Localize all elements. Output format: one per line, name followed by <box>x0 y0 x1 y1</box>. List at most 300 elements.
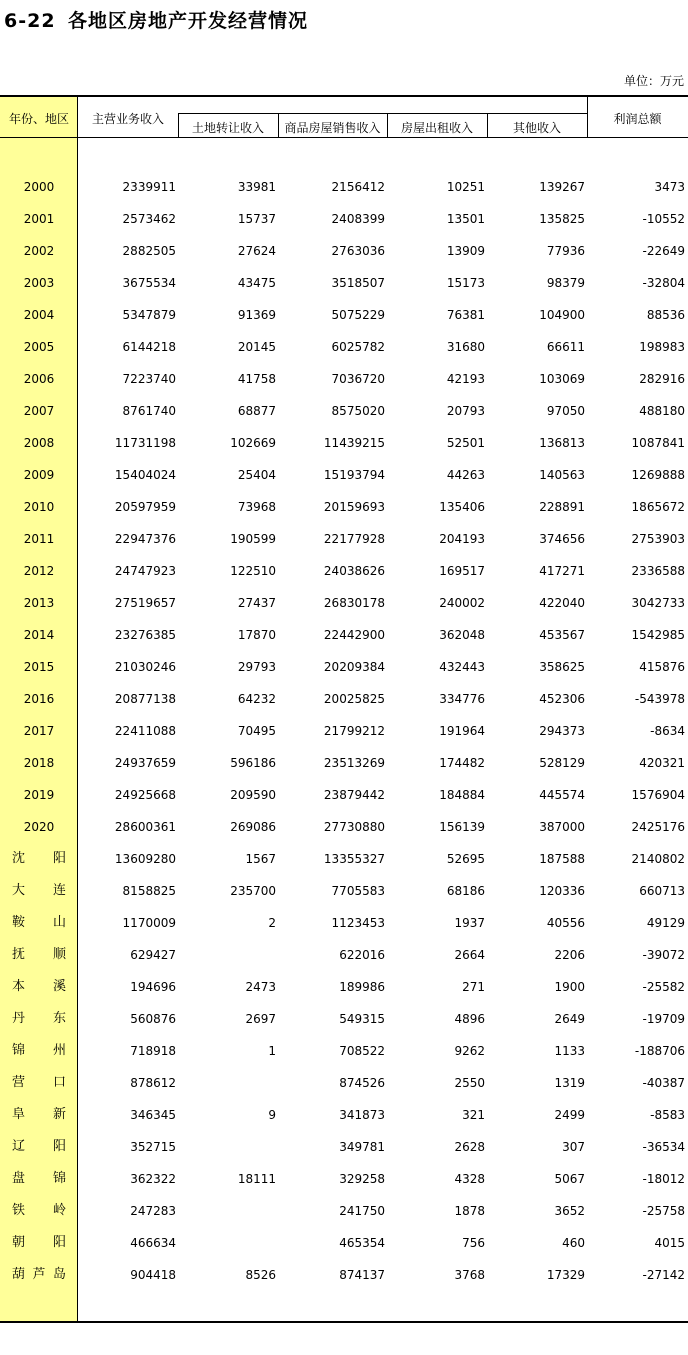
table-row-city <box>0 1099 688 1131</box>
table-row-year <box>0 331 688 363</box>
cell-rental-revenue: 321 <box>462 1108 485 1122</box>
cell-main-revenue: 2339911 <box>122 180 176 194</box>
cell-rental-revenue: 204193 <box>439 532 485 546</box>
cell-rental-revenue: 432443 <box>439 660 485 674</box>
city-label-char: 丹 <box>12 1011 26 1026</box>
city-label <box>0 1035 78 1067</box>
cell-housing-sales: 11439215 <box>323 436 385 450</box>
cell-housing-sales: 20159693 <box>323 500 385 514</box>
cell-other-revenue: 374656 <box>539 532 585 546</box>
cell-housing-sales: 22177928 <box>323 532 385 546</box>
cell-land-revenue: 190599 <box>230 532 276 546</box>
cell-total-profit: -40387 <box>642 1076 685 1090</box>
city-label <box>0 1227 78 1259</box>
city-label-char: 阜 <box>12 1107 26 1122</box>
cell-main-revenue: 247283 <box>130 1204 176 1218</box>
cell-total-profit: 415876 <box>639 660 685 674</box>
cell-land-revenue: 1 <box>268 1044 276 1058</box>
cell-other-revenue: 2206 <box>554 948 585 962</box>
cell-total-profit: 198983 <box>639 340 685 354</box>
cell-total-profit: -188706 <box>634 1044 685 1058</box>
cell-other-revenue: 2499 <box>554 1108 585 1122</box>
cell-main-revenue: 28600361 <box>114 820 176 834</box>
cell-housing-sales: 6025782 <box>331 340 385 354</box>
top-rule <box>0 95 688 97</box>
cell-housing-sales: 189986 <box>339 980 385 994</box>
cell-rental-revenue: 156139 <box>439 820 485 834</box>
cell-rental-revenue: 3768 <box>454 1268 485 1282</box>
cell-housing-sales: 20025825 <box>323 692 385 706</box>
cell-main-revenue: 346345 <box>130 1108 176 1122</box>
city-label-char: 阳 <box>52 851 66 866</box>
year-label: 2003 <box>23 276 55 290</box>
cell-land-revenue: 2 <box>268 916 276 930</box>
cell-land-revenue: 122510 <box>230 564 276 578</box>
cell-main-revenue: 2573462 <box>122 212 176 226</box>
cell-main-revenue: 352715 <box>130 1140 176 1154</box>
table-row-year <box>0 555 688 587</box>
cell-land-revenue: 102669 <box>230 436 276 450</box>
table-row-city <box>0 1131 688 1163</box>
city-label-char: 溪 <box>52 979 66 994</box>
city-label-char: 盘 <box>12 1171 26 1186</box>
cell-housing-sales: 329258 <box>339 1172 385 1186</box>
header-region: 年份、地区 <box>8 112 69 126</box>
cell-other-revenue: 40556 <box>546 916 585 930</box>
cell-other-revenue: 66611 <box>546 340 585 354</box>
year-label: 2005 <box>23 340 55 354</box>
cell-main-revenue: 15404024 <box>114 468 176 482</box>
city-label-char: 岭 <box>52 1203 66 1218</box>
cell-main-revenue: 22947376 <box>114 532 176 546</box>
cell-rental-revenue: 184884 <box>439 788 485 802</box>
cell-rental-revenue: 334776 <box>439 692 485 706</box>
year-label: 2018 <box>23 756 55 770</box>
cell-main-revenue: 24937659 <box>114 756 176 770</box>
cell-rental-revenue: 31680 <box>446 340 485 354</box>
year-label: 2009 <box>23 468 55 482</box>
cell-total-profit: 1269888 <box>631 468 685 482</box>
year-label: 2010 <box>23 500 55 514</box>
cell-rental-revenue: 169517 <box>439 564 485 578</box>
cell-other-revenue: 187588 <box>539 852 585 866</box>
year-label: 2014 <box>23 628 55 642</box>
cell-total-profit: 488180 <box>639 404 685 418</box>
cell-total-profit: 4015 <box>654 1236 685 1250</box>
cell-rental-revenue: 2550 <box>454 1076 485 1090</box>
cell-land-revenue: 596186 <box>230 756 276 770</box>
cell-land-revenue: 70495 <box>237 724 276 738</box>
cell-housing-sales: 708522 <box>339 1044 385 1058</box>
cell-total-profit: -32804 <box>642 276 685 290</box>
cell-housing-sales: 20209384 <box>323 660 385 674</box>
table-row-year <box>0 395 688 427</box>
table-title: 各地区房地产开发经营情况 <box>68 10 309 32</box>
cell-housing-sales: 622016 <box>339 948 385 962</box>
cell-main-revenue: 3675534 <box>122 276 176 290</box>
cell-total-profit: 1576904 <box>631 788 685 802</box>
cell-land-revenue: 20145 <box>237 340 276 354</box>
cell-rental-revenue: 1878 <box>454 1204 485 1218</box>
table-row-city <box>0 939 688 971</box>
table-row-year <box>0 171 688 203</box>
table-row-city <box>0 907 688 939</box>
header-divider <box>178 113 587 114</box>
table-row-year <box>0 267 688 299</box>
cell-housing-sales: 7036720 <box>331 372 385 386</box>
cell-land-revenue: 43475 <box>237 276 276 290</box>
cell-main-revenue: 11731198 <box>114 436 176 450</box>
cell-total-profit: 88536 <box>646 308 685 322</box>
cell-housing-sales: 8575020 <box>331 404 385 418</box>
city-label-char: 芦 <box>32 1267 46 1282</box>
cell-rental-revenue: 2664 <box>454 948 485 962</box>
cell-total-profit: -8583 <box>650 1108 685 1122</box>
table-row-year <box>0 491 688 523</box>
cell-other-revenue: 2649 <box>554 1012 585 1026</box>
cell-rental-revenue: 4328 <box>454 1172 485 1186</box>
cell-rental-revenue: 135406 <box>439 500 485 514</box>
year-label: 2013 <box>23 596 55 610</box>
cell-total-profit: -25582 <box>642 980 685 994</box>
table-row-city <box>0 971 688 1003</box>
cell-rental-revenue: 1937 <box>454 916 485 930</box>
table-row-year <box>0 747 688 779</box>
cell-land-revenue: 29793 <box>237 660 276 674</box>
cell-main-revenue: 24925668 <box>114 788 176 802</box>
city-label-char: 东 <box>52 1011 66 1026</box>
cell-main-revenue: 8158825 <box>122 884 176 898</box>
cell-main-revenue: 24747923 <box>114 564 176 578</box>
cell-rental-revenue: 15173 <box>446 276 485 290</box>
table-row-year <box>0 683 688 715</box>
cell-land-revenue: 8526 <box>245 1268 276 1282</box>
cell-other-revenue: 294373 <box>539 724 585 738</box>
cell-land-revenue: 27437 <box>237 596 276 610</box>
cell-main-revenue: 2882505 <box>122 244 176 258</box>
header-main-revenue: 主营业务收入 <box>91 112 164 126</box>
year-label: 2012 <box>23 564 55 578</box>
year-label: 2015 <box>23 660 55 674</box>
cell-main-revenue: 20597959 <box>114 500 176 514</box>
cell-land-revenue: 2697 <box>245 1012 276 1026</box>
cell-housing-sales: 5075229 <box>331 308 385 322</box>
city-label <box>0 1099 78 1131</box>
cell-land-revenue: 269086 <box>230 820 276 834</box>
cell-housing-sales: 465354 <box>339 1236 385 1250</box>
city-label-char: 州 <box>52 1043 66 1058</box>
cell-main-revenue: 5347879 <box>122 308 176 322</box>
cell-land-revenue: 18111 <box>237 1172 276 1186</box>
table-row-city <box>0 1067 688 1099</box>
cell-housing-sales: 13355327 <box>323 852 385 866</box>
cell-total-profit: 2425176 <box>631 820 685 834</box>
cell-other-revenue: 103069 <box>539 372 585 386</box>
cell-housing-sales: 21799212 <box>323 724 385 738</box>
table-row-year <box>0 523 688 555</box>
city-label-char: 本 <box>12 979 26 994</box>
cell-land-revenue: 25404 <box>237 468 276 482</box>
table-row-city <box>0 1195 688 1227</box>
year-label: 2011 <box>23 532 55 546</box>
table-row-year <box>0 715 688 747</box>
cell-total-profit: -39072 <box>642 948 685 962</box>
cell-main-revenue: 362322 <box>130 1172 176 1186</box>
cell-housing-sales: 349781 <box>339 1140 385 1154</box>
city-label-char: 连 <box>52 883 66 898</box>
cell-total-profit: -18012 <box>642 1172 685 1186</box>
cell-main-revenue: 718918 <box>130 1044 176 1058</box>
cell-housing-sales: 874137 <box>339 1268 385 1282</box>
table-row-year <box>0 203 688 235</box>
city-label-char: 山 <box>52 915 66 930</box>
year-label: 2002 <box>23 244 55 258</box>
city-label <box>0 1131 78 1163</box>
cell-housing-sales: 2408399 <box>331 212 385 226</box>
cell-main-revenue: 560876 <box>130 1012 176 1026</box>
cell-main-revenue: 6144218 <box>122 340 176 354</box>
cell-total-profit: 660713 <box>639 884 685 898</box>
cell-total-profit: -10552 <box>642 212 685 226</box>
cell-housing-sales: 26830178 <box>323 596 385 610</box>
cell-rental-revenue: 13501 <box>446 212 485 226</box>
cell-land-revenue: 41758 <box>237 372 276 386</box>
table-row-year <box>0 427 688 459</box>
cell-land-revenue: 73968 <box>237 500 276 514</box>
header-rule <box>0 137 688 138</box>
city-label-char: 鞍 <box>12 915 26 930</box>
cell-main-revenue: 904418 <box>130 1268 176 1282</box>
cell-rental-revenue: 240002 <box>439 596 485 610</box>
cell-total-profit: 2140802 <box>631 852 685 866</box>
table-row-city <box>0 843 688 875</box>
year-label: 2008 <box>23 436 55 450</box>
cell-housing-sales: 7705583 <box>331 884 385 898</box>
cell-main-revenue: 27519657 <box>114 596 176 610</box>
city-label <box>0 1003 78 1035</box>
cell-land-revenue: 15737 <box>237 212 276 226</box>
cell-housing-sales: 341873 <box>339 1108 385 1122</box>
year-label: 2019 <box>23 788 55 802</box>
cell-rental-revenue: 20793 <box>446 404 485 418</box>
city-label-char: 锦 <box>52 1171 66 1186</box>
cell-rental-revenue: 2628 <box>454 1140 485 1154</box>
cell-rental-revenue: 52501 <box>446 436 485 450</box>
cell-other-revenue: 528129 <box>539 756 585 770</box>
city-label <box>0 1259 78 1291</box>
city-label-char: 朝 <box>12 1235 26 1250</box>
cell-main-revenue: 1170009 <box>122 916 176 930</box>
cell-main-revenue: 194696 <box>130 980 176 994</box>
table-row-year <box>0 779 688 811</box>
cell-land-revenue: 1567 <box>245 852 276 866</box>
city-label-char: 营 <box>12 1075 26 1090</box>
cell-housing-sales: 3518507 <box>331 276 385 290</box>
header-total-profit: 利润总额 <box>613 112 662 126</box>
city-label-char: 阳 <box>52 1139 66 1154</box>
cell-other-revenue: 417271 <box>539 564 585 578</box>
cell-total-profit: 3473 <box>654 180 685 194</box>
table-row-city <box>0 1035 688 1067</box>
city-label-char: 阳 <box>52 1235 66 1250</box>
cell-total-profit: 1542985 <box>631 628 685 642</box>
table-row-year <box>0 235 688 267</box>
cell-housing-sales: 22442900 <box>323 628 385 642</box>
cell-total-profit: -22649 <box>642 244 685 258</box>
year-label: 2020 <box>23 820 55 834</box>
cell-land-revenue: 9 <box>268 1108 276 1122</box>
cell-rental-revenue: 756 <box>462 1236 485 1250</box>
cell-housing-sales: 23879442 <box>323 788 385 802</box>
bottom-rule <box>0 1321 688 1323</box>
table-row-year <box>0 651 688 683</box>
cell-rental-revenue: 52695 <box>446 852 485 866</box>
cell-other-revenue: 1319 <box>554 1076 585 1090</box>
cell-other-revenue: 17329 <box>546 1268 585 1282</box>
cell-main-revenue: 23276385 <box>114 628 176 642</box>
city-label-char: 口 <box>52 1075 66 1090</box>
city-label <box>0 971 78 1003</box>
year-label: 2016 <box>23 692 55 706</box>
cell-other-revenue: 307 <box>562 1140 585 1154</box>
table-row-year <box>0 811 688 843</box>
table-row-year <box>0 299 688 331</box>
cell-other-revenue: 422040 <box>539 596 585 610</box>
cell-rental-revenue: 362048 <box>439 628 485 642</box>
cell-rental-revenue: 13909 <box>446 244 485 258</box>
cell-housing-sales: 549315 <box>339 1012 385 1026</box>
cell-rental-revenue: 191964 <box>439 724 485 738</box>
cell-total-profit: 420321 <box>639 756 685 770</box>
cell-main-revenue: 13609280 <box>114 852 176 866</box>
cell-rental-revenue: 42193 <box>446 372 485 386</box>
cell-main-revenue: 20877138 <box>114 692 176 706</box>
year-label: 2006 <box>23 372 55 386</box>
table-row-city <box>0 1227 688 1259</box>
city-label <box>0 1067 78 1099</box>
cell-housing-sales: 2156412 <box>331 180 385 194</box>
cell-other-revenue: 135825 <box>539 212 585 226</box>
city-label-char: 葫 <box>12 1267 26 1282</box>
cell-land-revenue: 64232 <box>237 692 276 706</box>
cell-housing-sales: 874526 <box>339 1076 385 1090</box>
table-row-city <box>0 1003 688 1035</box>
city-label-char: 辽 <box>12 1139 26 1154</box>
year-label: 2000 <box>23 180 55 194</box>
cell-rental-revenue: 271 <box>462 980 485 994</box>
cell-main-revenue: 878612 <box>130 1076 176 1090</box>
cell-other-revenue: 358625 <box>539 660 585 674</box>
cell-rental-revenue: 76381 <box>446 308 485 322</box>
cell-total-profit: 282916 <box>639 372 685 386</box>
cell-total-profit: -19709 <box>642 1012 685 1026</box>
cell-other-revenue: 104900 <box>539 308 585 322</box>
city-label-char: 岛 <box>52 1267 66 1282</box>
cell-total-profit: -25758 <box>642 1204 685 1218</box>
city-label-char: 抚 <box>12 947 26 962</box>
table-number: 6-22 <box>4 10 56 32</box>
cell-other-revenue: 460 <box>562 1236 585 1250</box>
city-label <box>0 875 78 907</box>
cell-land-revenue: 91369 <box>237 308 276 322</box>
page-title <box>4 6 308 33</box>
cell-other-revenue: 136813 <box>539 436 585 450</box>
cell-housing-sales: 23513269 <box>323 756 385 770</box>
cell-other-revenue: 453567 <box>539 628 585 642</box>
year-label: 2004 <box>23 308 55 322</box>
city-label <box>0 1163 78 1195</box>
cell-main-revenue: 22411088 <box>114 724 176 738</box>
cell-other-revenue: 1900 <box>554 980 585 994</box>
cell-main-revenue: 629427 <box>130 948 176 962</box>
cell-total-profit: -27142 <box>642 1268 685 1282</box>
table-row-year <box>0 587 688 619</box>
unit-label: 单位：万元 <box>623 74 684 88</box>
cell-rental-revenue: 174482 <box>439 756 485 770</box>
header-other-revenue: 其他收入 <box>512 121 561 135</box>
cell-other-revenue: 387000 <box>539 820 585 834</box>
cell-land-revenue: 2473 <box>245 980 276 994</box>
city-label <box>0 843 78 875</box>
header-housing-sales: 商品房屋销售收入 <box>284 121 381 135</box>
cell-rental-revenue: 9262 <box>454 1044 485 1058</box>
cell-rental-revenue: 68186 <box>446 884 485 898</box>
cell-total-profit: -543978 <box>634 692 685 706</box>
city-label <box>0 907 78 939</box>
cell-total-profit: 2336588 <box>631 564 685 578</box>
table-row-city <box>0 1163 688 1195</box>
table-row-city <box>0 1259 688 1291</box>
table-row-year <box>0 459 688 491</box>
year-label: 2007 <box>23 404 55 418</box>
cell-other-revenue: 3652 <box>554 1204 585 1218</box>
cell-total-profit: 1087841 <box>631 436 685 450</box>
cell-housing-sales: 241750 <box>339 1204 385 1218</box>
city-label-char: 锦 <box>12 1043 26 1058</box>
cell-housing-sales: 27730880 <box>323 820 385 834</box>
table-row-city <box>0 875 688 907</box>
cell-housing-sales: 1123453 <box>331 916 385 930</box>
city-label <box>0 939 78 971</box>
cell-main-revenue: 466634 <box>130 1236 176 1250</box>
year-label: 2001 <box>23 212 55 226</box>
city-label-char: 铁 <box>12 1203 26 1218</box>
cell-land-revenue: 33981 <box>237 180 276 194</box>
cell-other-revenue: 139267 <box>539 180 585 194</box>
cell-other-revenue: 228891 <box>539 500 585 514</box>
header-land-revenue: 土地转让收入 <box>191 121 264 135</box>
city-label-char: 大 <box>12 883 26 898</box>
year-label: 2017 <box>23 724 55 738</box>
cell-land-revenue: 235700 <box>230 884 276 898</box>
table-row-year <box>0 619 688 651</box>
cell-total-profit: 1865672 <box>631 500 685 514</box>
cell-other-revenue: 452306 <box>539 692 585 706</box>
cell-total-profit: -36534 <box>642 1140 685 1154</box>
cell-other-revenue: 120336 <box>539 884 585 898</box>
cell-housing-sales: 24038626 <box>323 564 385 578</box>
cell-other-revenue: 445574 <box>539 788 585 802</box>
cell-other-revenue: 97050 <box>546 404 585 418</box>
cell-other-revenue: 140563 <box>539 468 585 482</box>
header-rental-revenue: 房屋出租收入 <box>400 121 473 135</box>
cell-main-revenue: 8761740 <box>122 404 176 418</box>
cell-rental-revenue: 4896 <box>454 1012 485 1026</box>
cell-land-revenue: 27624 <box>237 244 276 258</box>
table-row-year <box>0 363 688 395</box>
cell-other-revenue: 98379 <box>546 276 585 290</box>
city-label-char: 新 <box>52 1107 66 1122</box>
